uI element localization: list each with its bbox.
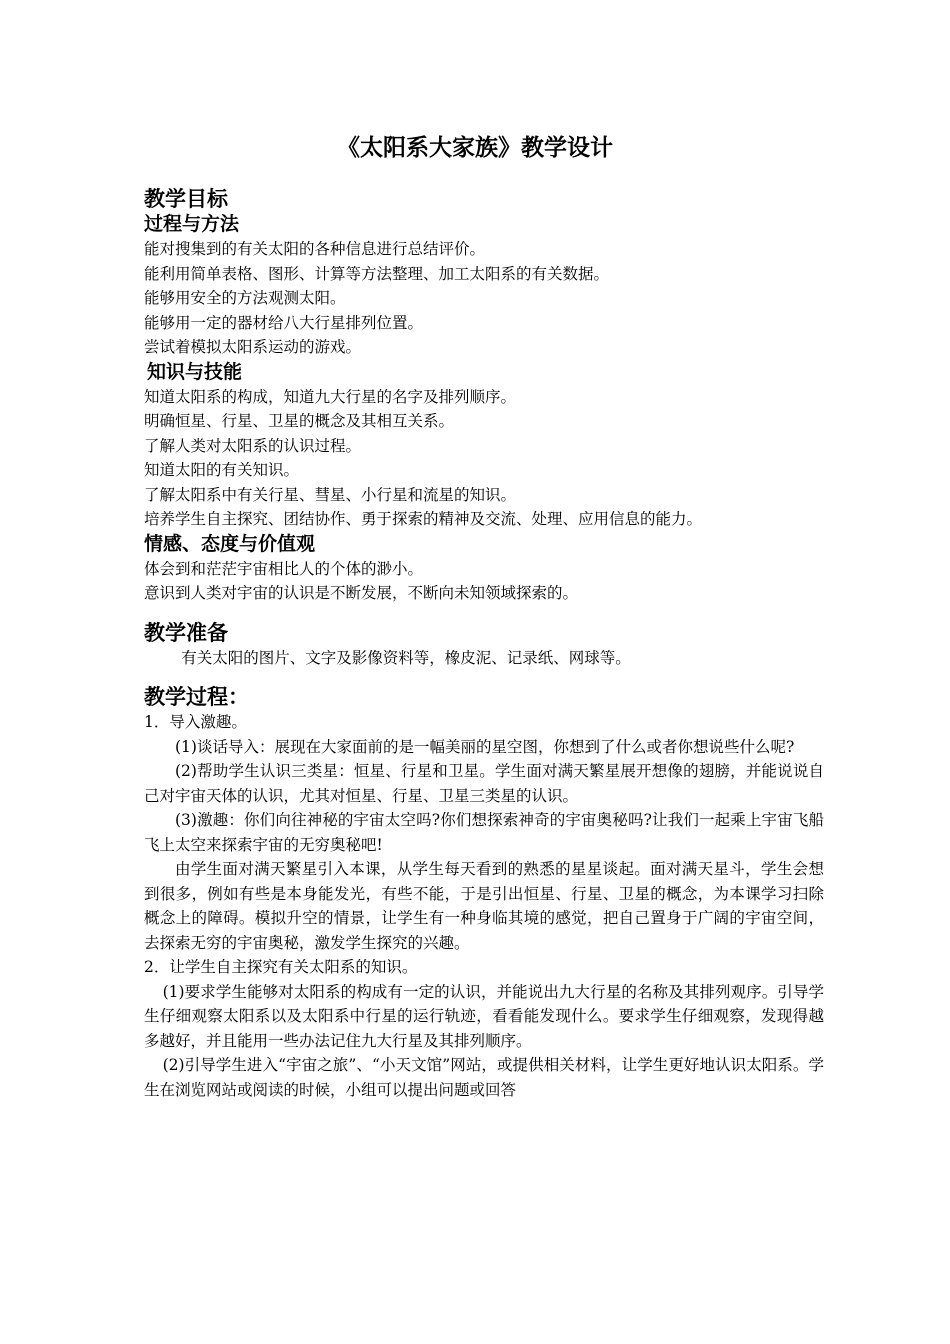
- list-item: 能利用简单表格、图形、计算等方法整理、加工太阳系的有关数据。: [144, 264, 610, 283]
- paragraph: (3)激趣：你们向往神秘的宇宙太空吗?你们想探索神奇的宇宙奥秘吗?让我们一起乘上宇宙飞船飞上太空来探索宇宙的无穷奥秘吧!: [144, 811, 824, 854]
- list-item: 明确恒星、行星、卫星的概念及其相互关系。: [144, 412, 455, 430]
- preparation-text: 有关太阳的图片、文字及影像资料等，橡皮泥、记录纸、网球等。: [181, 648, 631, 667]
- list-item: 了解人类对太阳系的认识过程。: [144, 436, 362, 455]
- step-label: 1．导入激趣。: [144, 713, 247, 731]
- paragraph: (2)帮助学生认识三类星：恒星、行星和卫星。学生面对满天繁星展开想像的翅膀，并能说说自己对宇宙天体的认识，尤其对恒星、行星、卫星三类星的认识。: [144, 762, 824, 805]
- list-item: 能对搜集到的有关太阳的各种信息进行总结评价。: [144, 240, 486, 258]
- list-item: 体会到和茫茫宇宙相比人的个体的渺小。: [144, 559, 424, 578]
- subheading-knowledge-skills: 知识与技能: [147, 360, 243, 383]
- list-item: 意识到人类对宇宙的认识是不断发展，不断向未知领域探索的。: [144, 584, 579, 602]
- section-heading-preparation: 教学准备: [144, 620, 228, 645]
- paragraph: (1)谈话导入：展现在大家面前的是一幅美丽的星空图，你想到了什么或者你想说些什么呢?: [175, 737, 795, 756]
- list-item: 了解太阳系中有关行星、彗星、小行星和流星的知识。: [144, 485, 517, 504]
- list-item: 培养学生自主探究、团结协作、勇于探索的精神及交流、处理、应用信息的能力。: [144, 510, 703, 528]
- paragraph: (2)引导学生进入“宇宙之旅”、“小天文馆”网站，或提供相关材料，让学生更好地认识太阳系。学生在浏览网站或阅读的时候，小组可以提出问题或回答: [144, 1056, 824, 1099]
- subheading-emotion-attitude-values: 情感、态度与价值观: [144, 532, 316, 555]
- section-heading-goals: 教学目标: [144, 187, 228, 211]
- list-item: 尝试着模拟太阳系运动的游戏。: [144, 338, 362, 356]
- list-item: 知道太阳系的构成，知道九大行星的名字及排列顺序。: [144, 387, 517, 406]
- paragraph: (1)要求学生能够对太阳系的构成有一定的认识，并能说出九大行星的名称及其排列观序。引导学生仔细观察太阳系以及太阳系中行星的运行轨迹，看看能发现什么。要求学生仔细观察，发现得越多越好，并且能用一些办法记住九大行星及其排列顺序。: [144, 982, 824, 1050]
- step-label: 2．让学生自主探究有关太阳系的知识。: [144, 958, 418, 976]
- subheading-process-methods: 过程与方法: [144, 213, 240, 235]
- document-body: [144, 186, 824, 1102]
- list-item: 知道太阳的有关知识。: [144, 461, 300, 479]
- section-heading-process: 教学过程：: [144, 685, 249, 709]
- paragraph: 由学生面对满天繁星引入本课，从学生每天看到的熟悉的星星谈起。面对满天星斗，学生会想到很多，例如有些是本身能发光，有些不能，于是引出恒星、行星、卫星的概念，为本课学习扫除概念上的障碍。模拟升空的情景，让学生有一种身临其境的感觉，把自己置身于广阔的宇宙空间，去探索无穷的宇宙奥秘，激发学生探究的兴趣。: [144, 860, 824, 952]
- list-item: 能够用一定的器材给八大行星排列位置。: [144, 313, 424, 332]
- document-title: 《太阳系大家族》教学设计: [337, 135, 613, 161]
- list-item: 能够用安全的方法观测太阳。: [144, 289, 346, 307]
